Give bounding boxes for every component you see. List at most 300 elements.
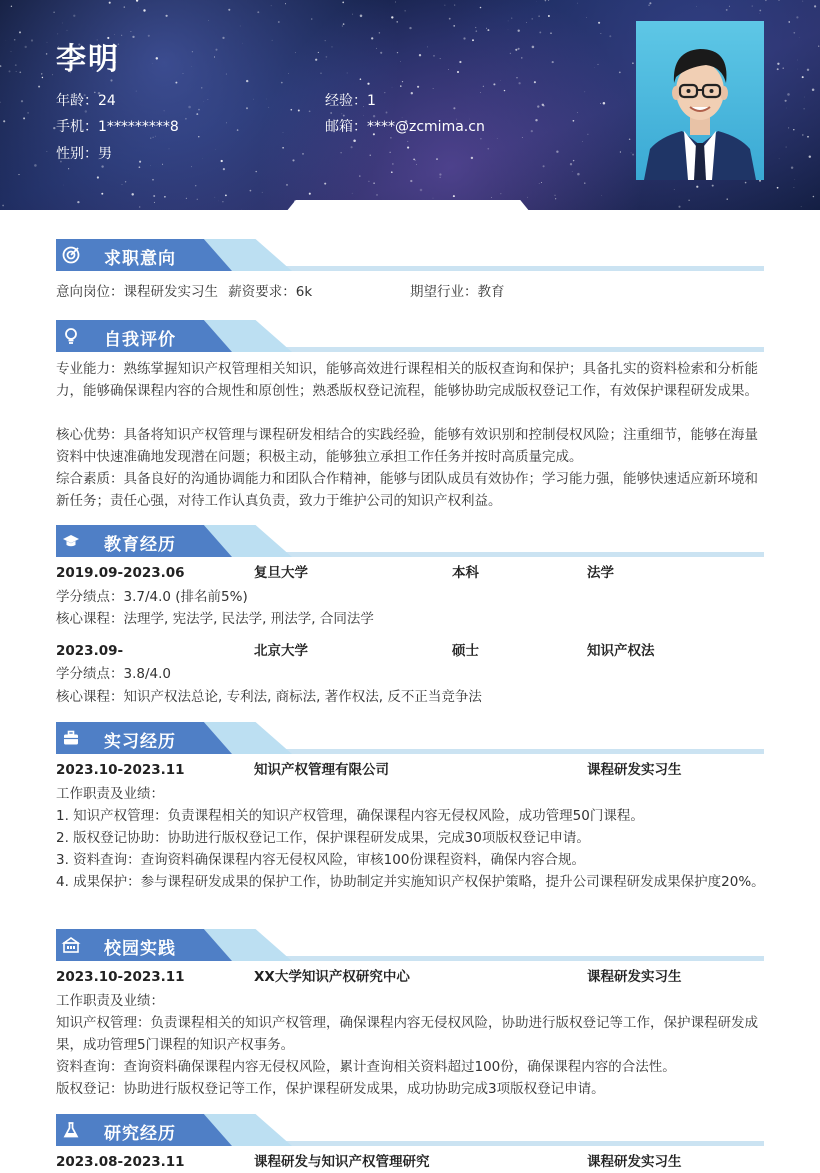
star [47,42,48,43]
star [440,177,441,178]
star [203,101,204,102]
star [476,30,478,32]
star [138,8,139,9]
star [779,158,780,159]
star [552,61,554,63]
star [150,138,151,139]
edu-degree: 本科 [452,562,479,584]
star [629,139,631,141]
star [131,193,133,195]
phone-row [56,116,179,136]
star [807,136,809,138]
star [475,27,476,28]
star [480,7,482,9]
star [183,73,184,74]
star [52,74,53,75]
star [712,185,714,187]
star [326,56,328,58]
section-header-campus [56,929,764,961]
star [400,85,401,86]
self-eval-core: 核心优势：具备将知识产权管理与课程研发相结合的实践经验，能够有效识别和控制侵权风险；注重细节，能够在海量资料中快速准确地发现潜在问题；积极主动，能够独立承担工作任务并按时高质量完成。 [56,424,768,468]
star [396,21,397,22]
experience-label: 经验： [325,93,367,109]
star [77,201,79,203]
star [745,182,747,184]
star [360,78,362,80]
star [122,184,123,185]
section-title: 求职意向 [104,244,176,269]
star [548,15,550,17]
star [586,17,587,18]
star [253,99,254,100]
graduation-cap-icon [62,532,80,550]
star [228,9,230,11]
star [539,31,541,33]
star [379,32,380,33]
star [9,70,11,72]
star [487,29,489,31]
star [674,189,675,190]
self-eval-professional: 专业能力：熟练掌握知识产权管理相关知识，能够高效进行课程相关的版权查询和保护；具备扎实的资料检索和分析能力，能够确保课程内容的合规性和原创性；熟悉版权登记流程，能够协助完成版权登记工作，有效保护课程研发成果。 [56,358,768,402]
star [802,1,803,2]
section-header-internship [56,722,764,754]
star [801,206,802,207]
star [240,26,241,27]
star [370,155,371,156]
edu-gpa: 学分绩点：3.7/4.0 (排名前5%) [56,586,248,608]
star [793,187,794,188]
gender-label: 性别： [56,146,98,162]
star [185,118,187,120]
star [169,148,170,149]
star [765,0,766,1]
star [620,151,621,152]
star [532,46,535,49]
star [463,37,465,39]
star [391,16,393,18]
star [164,196,166,198]
intent-industry [410,281,505,303]
star [384,92,385,93]
star [198,136,199,137]
star [759,10,761,12]
star [459,61,461,63]
star [405,10,406,11]
star [483,86,484,87]
star [237,129,239,131]
star [785,100,787,102]
star [395,2,396,3]
star [577,173,580,176]
experience-value: 1 [367,93,376,109]
star [572,171,573,172]
star [19,71,21,73]
star [577,3,578,4]
campus-role: 课程研发实习生 [587,966,682,988]
star [352,193,353,194]
star [353,140,356,143]
internship-date: 2023.10-2023.11 [56,759,185,781]
section-header-education [56,525,764,557]
star [797,69,798,70]
star [527,197,528,198]
star [433,55,434,56]
star [793,32,795,34]
star [457,71,459,73]
star [729,6,730,7]
star [197,199,198,200]
star [208,21,209,22]
star [550,32,552,34]
star [324,183,326,185]
internship-company: 知识产权管理有限公司 [254,759,389,781]
section-title: 研究经历 [104,1119,176,1144]
star [648,4,649,5]
star [153,137,154,138]
internship-item: 4. 成果保护：参与课程研发成果的保护工作，协助制定并实施知识产权保护策略，提升公司课程研发成果保护度20%。 [56,871,768,893]
star [191,166,192,167]
star [222,37,224,39]
phone-label: 手机： [56,119,98,135]
edu-major: 法学 [587,562,614,584]
gender-value: 男 [98,146,112,162]
star [281,82,283,84]
star [508,21,509,22]
age-label: 年龄： [56,93,98,109]
star [727,198,728,199]
star [752,6,753,7]
star [786,147,787,148]
star [311,18,313,20]
star [309,193,311,195]
star [407,147,409,149]
star [510,53,511,54]
candidate-name: 李明 [56,34,120,78]
star [272,40,273,41]
edu-courses: 核心课程：法理学, 宪法学, 民法学, 刑法学, 合同法学 [56,608,374,630]
edu-school: 复旦大学 [254,562,308,584]
section-header-research [56,1114,764,1146]
star [598,22,600,24]
star [302,153,303,154]
star [796,16,798,18]
star [352,14,353,15]
star [439,173,441,175]
star [124,6,125,7]
star [539,183,540,184]
email-value: ****@zcmima.cn [367,119,485,135]
star [85,110,87,112]
star [221,160,223,162]
target-icon [62,246,80,264]
star [543,165,545,167]
star [257,11,259,13]
star [480,138,481,139]
star [777,187,779,189]
age-row [56,90,116,110]
internship-role: 课程研发实习生 [587,759,682,781]
star [215,49,217,51]
star [570,163,572,165]
star [186,198,187,199]
star [548,0,549,1]
star [250,190,252,192]
star [427,47,428,48]
star [597,64,598,65]
star [809,155,811,157]
star [286,184,288,186]
intent-position [56,281,312,303]
edu-date: 2019.09-2023.06 [56,562,185,584]
star [778,0,779,1]
internship-item: 3. 资料查询：查询资料确保课程内容无侵权风险，审核100份课程资料，确保内容合规。 [56,849,768,871]
star [433,198,434,199]
star [214,57,215,58]
star [320,73,321,74]
gender-row [56,143,112,163]
internship-item: 1. 知识产权管理：负责课程相关的知识产权管理，确保课程内容无侵权风险，成功管理50门课程。 [56,805,768,827]
star [42,77,43,78]
star [340,152,341,153]
star [511,17,512,18]
star [788,21,789,22]
campus-item: 版权登记：协助进行版权登记等工作，保护课程研发成果，成功协助完成3项版权登记申请。 [56,1078,768,1100]
campus-org: XX大学知识产权研究中心 [254,966,410,988]
star [440,58,441,59]
star [376,48,377,49]
star [409,27,411,29]
star [246,80,248,82]
star [3,120,5,122]
star [309,110,311,112]
star [480,92,481,93]
star [278,21,280,23]
star [162,164,163,165]
edu-courses: 核心课程：知识产权法总论, 专利法, 商标法, 著作权法, 反不正当竞争法 [56,686,482,708]
star [472,39,474,41]
star [164,110,165,111]
self-eval-overall: 综合素质：具备良好的沟通协调能力和团队合作精神，能够与团队成员有效协作；学习能力强，能够快速适应新环境和新任务；责任心强，对待工作认真负责，致力于维护公司的知识产权利益。 [56,468,768,512]
star [342,2,344,4]
star [283,132,284,133]
star [649,2,651,4]
flask-icon [62,1121,80,1139]
star [47,151,48,152]
star [208,99,209,100]
star [501,193,502,194]
header-banner [0,0,820,210]
star [318,52,319,53]
star [445,5,446,6]
star [19,31,21,33]
star [139,161,141,163]
star [538,15,540,17]
section-header-self [56,320,764,352]
star [298,110,300,112]
star [196,113,198,115]
star [688,200,689,201]
age-value: 24 [98,93,116,109]
star [341,113,342,114]
star [165,15,167,17]
star [139,166,141,168]
star [367,83,369,85]
star [397,52,398,53]
campus-item: 知识产权管理：负责课程相关的知识产权管理，确保课程内容无侵权风险，协助进行版权登记等工作，保护课程研发成果，成功管理5门课程的知识产权事务。 [56,1012,768,1056]
star [787,93,790,96]
star [139,206,140,207]
star [11,51,12,52]
star [518,48,520,50]
star [41,73,42,74]
star [11,6,12,7]
star [23,117,25,119]
star [543,105,545,107]
star [522,137,523,138]
star [535,119,537,121]
star [347,73,348,74]
star [818,46,819,47]
star [807,69,809,71]
star [804,108,805,109]
star [295,52,296,53]
star [573,120,575,122]
star [449,18,451,20]
star [198,109,200,111]
section-title: 教育经历 [104,530,176,555]
research-role: 课程研发实习生 [587,1151,682,1173]
star [545,0,546,1]
star [471,157,473,159]
star [631,152,632,153]
campus-item: 资料查询：查询资料确保课程内容无侵权风险，累计查询相关资料超过100份，确保课程内容的合法性。 [56,1056,768,1078]
star [813,196,815,198]
star [15,64,17,66]
star [402,81,403,82]
star [282,147,284,149]
edu-school: 北京大学 [254,640,308,662]
industry-value: 教育 [478,284,505,300]
star [343,23,345,25]
star [202,158,203,159]
star [266,99,267,100]
campus-date: 2023.10-2023.11 [56,966,185,988]
star [376,194,378,196]
star [788,127,789,128]
star [315,59,317,61]
star [262,192,263,193]
star [110,79,112,81]
star [500,80,501,81]
star [584,91,585,92]
star [154,202,155,203]
star [531,130,533,132]
star [391,171,393,173]
edu-degree: 硕士 [452,640,479,662]
star [433,88,434,89]
star [18,174,19,175]
star [793,129,794,130]
star [603,102,606,105]
star [371,37,373,39]
lightbulb-icon [62,327,80,345]
star [31,39,33,41]
star [0,65,1,67]
star [497,138,498,139]
star [454,5,455,6]
edu-major: 知识产权法 [587,640,655,662]
star [802,134,803,135]
star [726,9,728,11]
star [632,62,634,64]
star [555,195,556,196]
star [153,195,155,197]
star [130,31,131,32]
star [392,163,393,164]
star [601,33,602,34]
star [453,25,455,27]
section-header-intent [56,239,764,271]
star [368,181,369,182]
star [46,53,48,55]
star [420,189,423,192]
star [25,46,27,48]
star [407,141,408,142]
star [410,180,412,182]
star [390,152,391,153]
star [109,2,111,4]
star [223,168,225,170]
star [491,197,492,198]
star [448,69,449,70]
star [493,83,495,85]
star [799,37,800,38]
star [195,185,196,186]
star [38,86,40,88]
star [68,168,69,169]
star [325,40,326,41]
star [521,57,522,58]
star [27,112,29,114]
star [577,112,578,113]
star [136,0,138,2]
star [582,141,583,142]
star [373,182,375,184]
star [331,112,332,113]
star [156,57,158,59]
star [101,165,103,167]
section-title: 自我评价 [104,325,176,350]
star [812,88,815,91]
star [453,107,455,109]
email-row [325,116,485,136]
star [331,46,332,47]
star [619,72,621,74]
star [192,51,193,52]
star [526,22,527,23]
star [215,149,216,150]
experience-row [325,90,376,110]
star [136,91,137,92]
star [632,154,634,156]
star [417,86,419,88]
briefcase-icon [62,729,80,747]
star [359,175,360,176]
salary-value: 6k [296,284,312,300]
star [2,205,4,207]
star [436,158,438,160]
star [143,9,145,11]
